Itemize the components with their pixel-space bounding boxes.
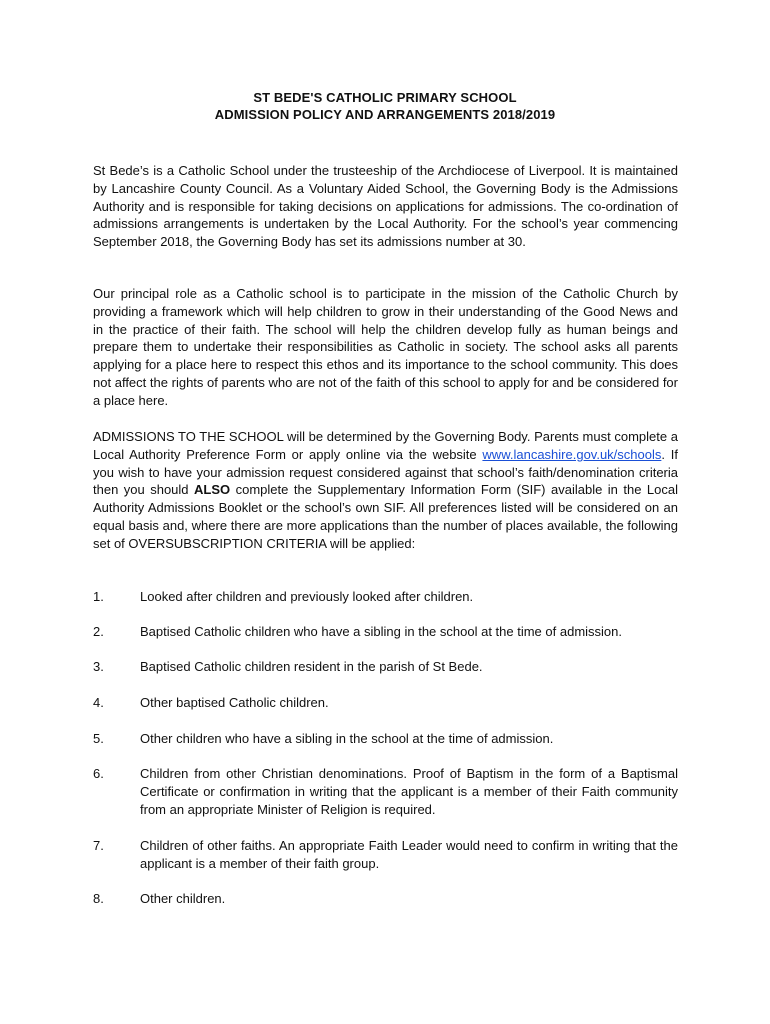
also-emphasis: ALSO — [194, 482, 231, 498]
criteria-text: Other children. — [140, 891, 226, 906]
criteria-text: Looked after children and previously looked after children. — [140, 589, 474, 604]
criteria-text: Other children who have a sibling in the school at the time of admission. — [140, 731, 554, 746]
criteria-number: 8. — [93, 891, 104, 906]
admissions-text-2: . If you wish to have your admission request considered against that school’s faith/denomination criteria then you should — [93, 446, 678, 498]
lancashire-schools-link[interactable]: www.lancashire.gov.uk/schools — [482, 446, 662, 462]
criteria-number: 1. — [93, 589, 104, 604]
school-name-heading: ST BEDE'S CATHOLIC PRIMARY SCHOOL — [253, 90, 517, 105]
criteria-number: 5. — [93, 731, 104, 746]
admissions-text-3: complete the Supplementary Information Form (SIF) available in the Local Authority Admissions Booklet or the school’s own SIF. All preferences listed will be considered on an equal basis and, where there are more applications than the number of places available, the following set of OVERSUBSCRIPTION CRITERIA will be applied: — [93, 482, 679, 551]
criteria-number: 7. — [93, 838, 104, 853]
criteria-number: 3. — [93, 659, 104, 674]
criteria-text: Baptised Catholic children resident in the parish of St Bede. — [140, 659, 483, 674]
criteria-number: 4. — [93, 695, 104, 710]
criteria-text: Children of other faiths. An appropriate Faith Leader would need to confirm in writing that the applicant is a member of their faith group. — [140, 838, 678, 871]
intro-paragraph: St Bede’s is a Catholic School under the trusteeship of the Archdiocese of Liverpool. It is maintained by Lancashire County Council. As a Voluntary Aided School, the Governing Body is the Admissions Authority and is responsible for taking decisions on applications for admissions. The co-ordination of admissions arrangements is undertaken by the Local Authority. For the school’s year commencing September 2018, the Governing Body has set its admissions number at 30. — [93, 163, 678, 250]
admissions-paragraph — [93, 428, 678, 553]
mission-paragraph: Our principal role as a Catholic school is to participate in the mission of the Catholic Church by providing a framework which will help children to grow in their understanding of the Good News and in the practice of their faith. The school will help the children develop fully as human beings and prepare them to undertake their responsibilities as Catholic in society. The school asks all parents applying for a place here to respect this ethos and its importance to the school community. This does not affect the rights of parents who are not of the faith of this school to apply for and be considered for a place here. — [93, 286, 678, 408]
criteria-number: 2. — [93, 624, 104, 639]
policy-title-heading: ADMISSION POLICY AND ARRANGEMENTS 2018/2019 — [214, 107, 556, 122]
criteria-text: Baptised Catholic children who have a sibling in the school at the time of admission. — [140, 624, 622, 639]
admissions-text-1: ADMISSIONS TO THE SCHOOL will be determined by the Governing Body. Parents must complete a Local Authority Preference Form or apply online via the website — [93, 429, 678, 462]
criteria-text: Other baptised Catholic children. — [140, 695, 329, 710]
criteria-number: 6. — [93, 766, 104, 781]
criteria-text: Children from other Christian denominations. Proof of Baptism in the form of a Baptismal Certificate or confirmation in writing that the applicant is a member of their Faith community from an appropriate Minister of Religion is required. — [140, 766, 678, 817]
